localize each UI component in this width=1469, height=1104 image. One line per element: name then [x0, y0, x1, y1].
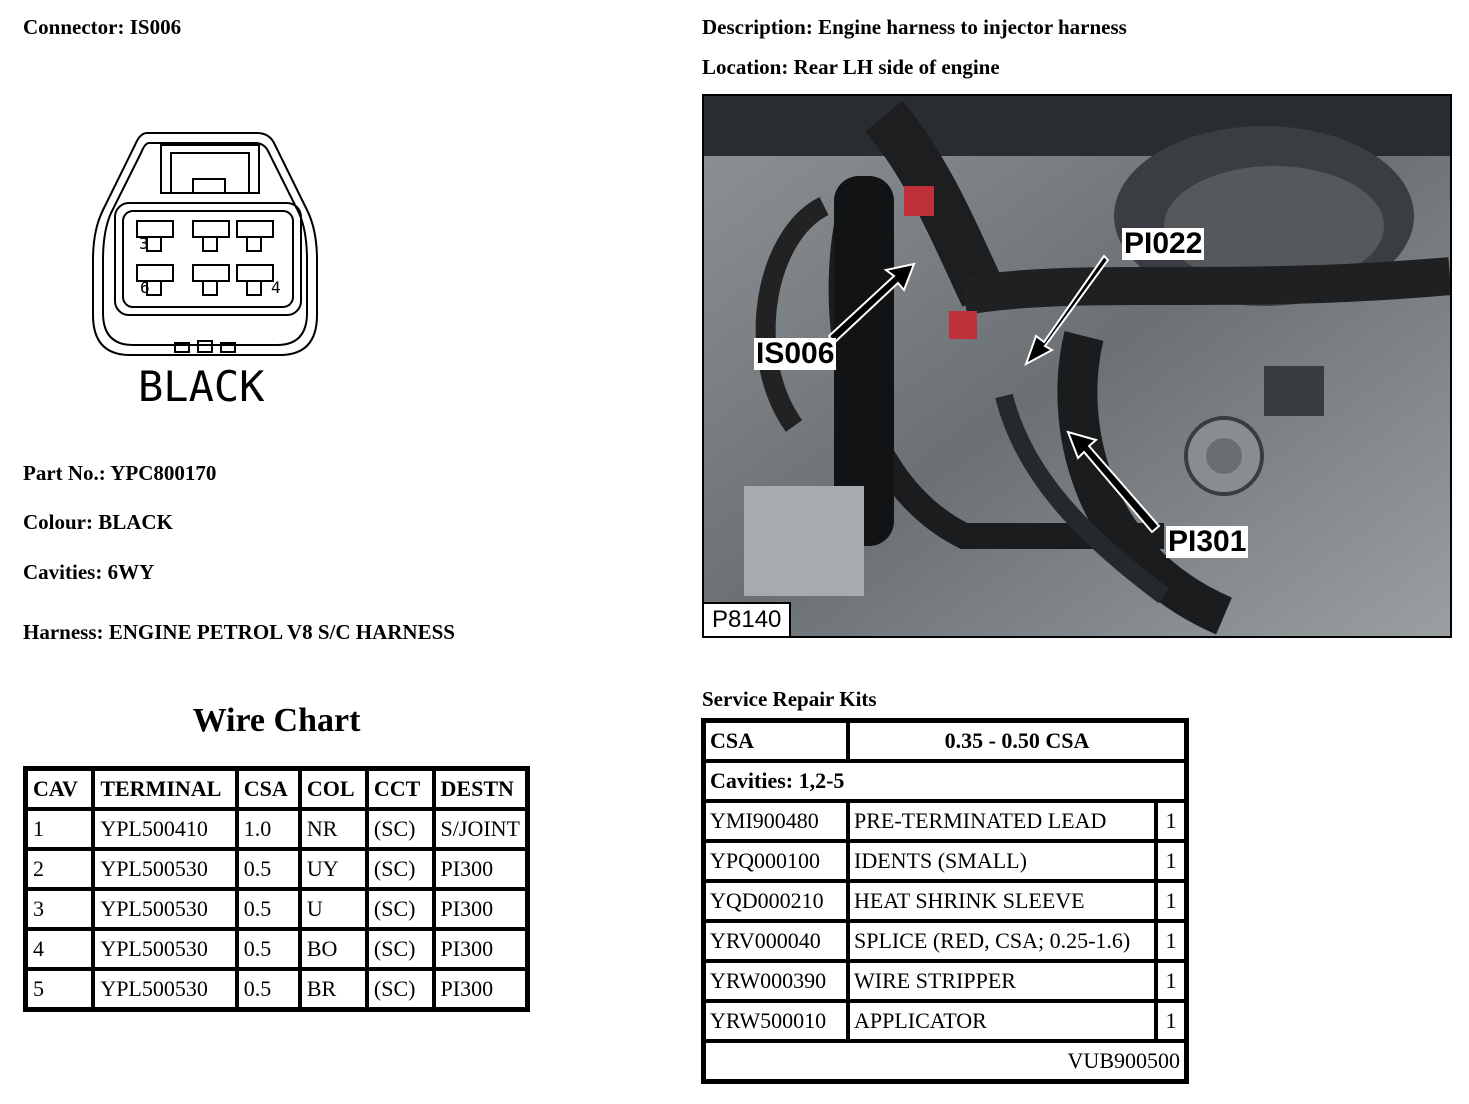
cell-cct: (SC) [367, 969, 434, 1009]
cell-col: UY [300, 849, 367, 889]
cell-destn: PI300 [434, 969, 527, 1009]
kits-csa-row [704, 721, 1186, 761]
kit-description: SPLICE (RED, CSA; 0.25-1.6) [848, 921, 1156, 961]
service-kits-title: Service Repair Kits [702, 687, 877, 711]
kit-description: IDENTS (SMALL) [848, 841, 1156, 881]
description: Description: Engine harness to injector harness [702, 15, 1127, 39]
table-row [26, 969, 527, 1009]
cell-cct: (SC) [367, 929, 434, 969]
cell-terminal: YPL500530 [93, 889, 236, 929]
colour: Colour: BLACK [23, 510, 173, 534]
wire-chart-table [23, 766, 530, 1012]
kit-part-number: YRW000390 [704, 961, 848, 1001]
kit-description: WIRE STRIPPER [848, 961, 1156, 1001]
cell-col: NR [300, 809, 367, 849]
cell-destn: PI300 [434, 849, 527, 889]
cell-destn: PI300 [434, 889, 527, 929]
kit-description: HEAT SHRINK SLEEVE [848, 881, 1156, 921]
kits-footer-row [704, 1041, 1186, 1081]
cell-csa: 0.5 [237, 969, 300, 1009]
kit-quantity: 1 [1156, 881, 1186, 921]
table-row [704, 881, 1186, 921]
cell-csa: 1.0 [237, 809, 300, 849]
csa-label: CSA [704, 721, 848, 761]
photo-reference: P8140 [704, 602, 791, 636]
cell-csa: 0.5 [237, 849, 300, 889]
col-header: CAV [26, 769, 93, 809]
cell-terminal: YPL500530 [93, 929, 236, 969]
table-row [26, 849, 527, 889]
callout-pi022: PI022 [1124, 227, 1203, 260]
kit-quantity: 1 [1156, 961, 1186, 1001]
col-header: CSA [237, 769, 300, 809]
cell-cav: 2 [26, 849, 93, 889]
wire-chart-header-row [26, 769, 527, 809]
location: Location: Rear LH side of engine [702, 55, 1000, 79]
cell-cct: (SC) [367, 889, 434, 929]
harness: Harness: ENGINE PETROL V8 S/C HARNESS [23, 620, 455, 644]
cell-cct: (SC) [367, 849, 434, 889]
cell-csa: 0.5 [237, 929, 300, 969]
kit-quantity: 1 [1156, 1001, 1186, 1041]
table-row [704, 1001, 1186, 1041]
engine-photo [702, 94, 1452, 638]
kit-part-number: YPQ000100 [704, 841, 848, 881]
table-row [26, 809, 527, 849]
cell-terminal: YPL500530 [93, 849, 236, 889]
service-kits-table [701, 718, 1189, 1084]
kit-description: APPLICATOR [848, 1001, 1156, 1041]
cavity-label-6: 6 [140, 278, 150, 297]
cell-col: BR [300, 969, 367, 1009]
connector-color-label: BLACK [138, 362, 265, 411]
table-row [26, 889, 527, 929]
callout-pi301: PI301 [1168, 525, 1247, 558]
csa-value: 0.35 - 0.50 CSA [848, 721, 1186, 761]
cell-terminal: YPL500410 [93, 809, 236, 849]
kit-part-number: YRV000040 [704, 921, 848, 961]
col-header: COL [300, 769, 367, 809]
cell-destn: PI300 [434, 929, 527, 969]
kits-cavities-row [704, 761, 1186, 801]
connector-id: Connector: IS006 [23, 15, 182, 39]
cell-cav: 5 [26, 969, 93, 1009]
callout-is006: IS006 [756, 337, 835, 370]
kit-quantity: 1 [1156, 841, 1186, 881]
kits-cavities: Cavities: 1,2-5 [704, 761, 1186, 801]
table-row [704, 921, 1186, 961]
cell-cav: 3 [26, 889, 93, 929]
kit-quantity: 1 [1156, 921, 1186, 961]
col-header: CCT [367, 769, 434, 809]
cell-terminal: YPL500530 [93, 969, 236, 1009]
kit-part-number: YQD000210 [704, 881, 848, 921]
connector-face-diagram [85, 125, 325, 365]
cavity-label-4: 4 [271, 278, 281, 297]
cell-destn: S/JOINT [434, 809, 527, 849]
table-row [26, 929, 527, 969]
cavity-label-3: 3 [139, 234, 149, 253]
cell-cct: (SC) [367, 809, 434, 849]
kit-description: PRE-TERMINATED LEAD [848, 801, 1156, 841]
col-header: TERMINAL [93, 769, 236, 809]
cell-csa: 0.5 [237, 889, 300, 929]
kit-quantity: 1 [1156, 801, 1186, 841]
kit-part-number: YRW500010 [704, 1001, 848, 1041]
cell-cav: 1 [26, 809, 93, 849]
table-row [704, 801, 1186, 841]
cell-col: BO [300, 929, 367, 969]
wire-chart-title: Wire Chart [192, 702, 361, 739]
part-number: Part No.: YPC800170 [23, 461, 217, 485]
cell-col: U [300, 889, 367, 929]
cell-cav: 4 [26, 929, 93, 969]
kit-number: VUB900500 [704, 1041, 1186, 1081]
col-header: DESTN [434, 769, 527, 809]
kit-part-number: YMI900480 [704, 801, 848, 841]
table-row [704, 961, 1186, 1001]
table-row [704, 841, 1186, 881]
cavities: Cavities: 6WY [23, 560, 155, 584]
